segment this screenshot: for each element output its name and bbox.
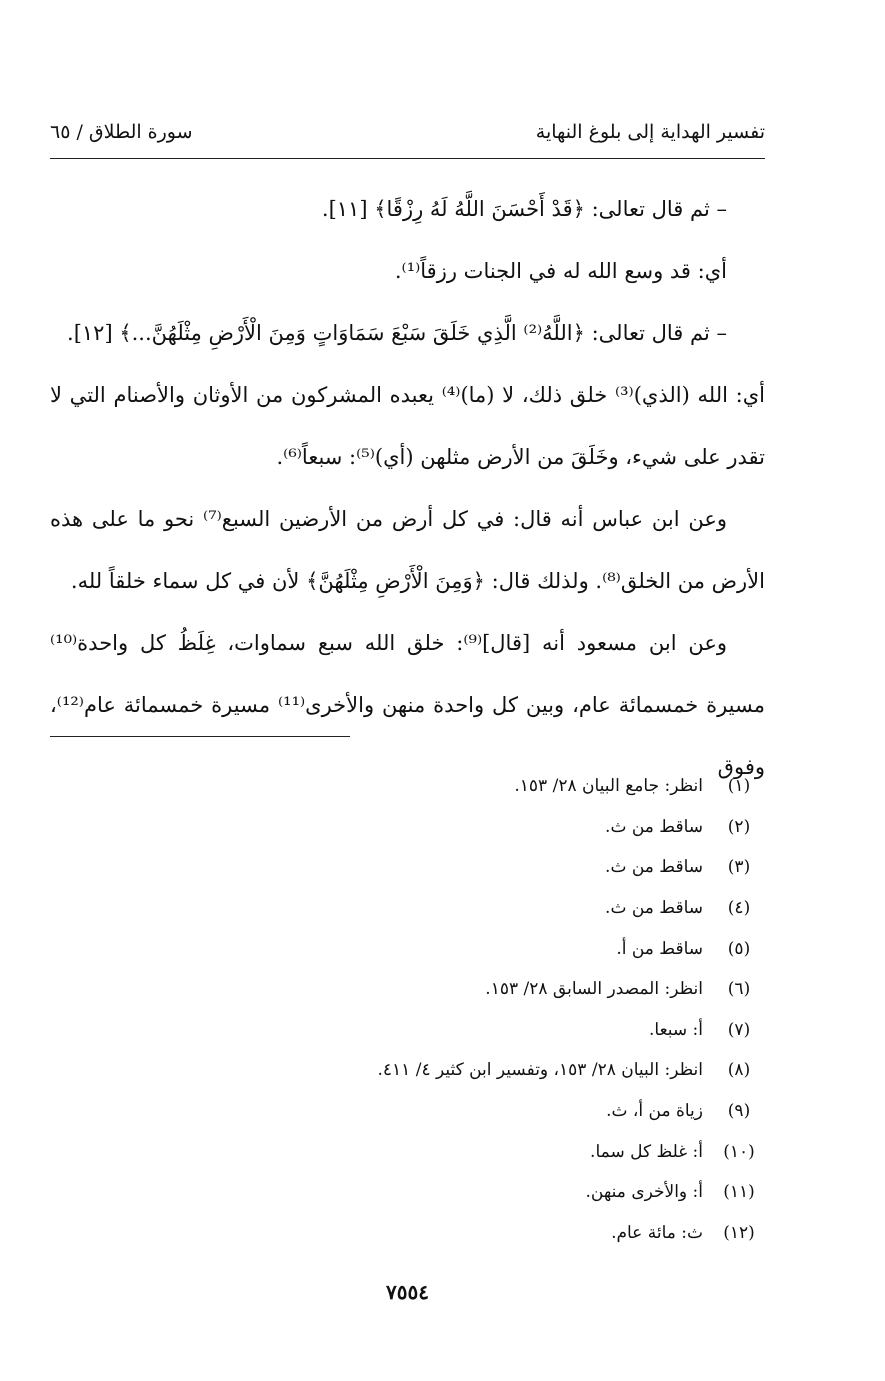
main-text [50,178,765,798]
footnote-number: (١١) [723,1182,755,1203]
footnote-number: (٦) [727,979,751,1000]
footnote-number: (١) [727,776,751,797]
footnote-text: ساقط من ث. [605,898,703,919]
footnote-number: (١٠) [723,1141,755,1162]
document-page [50,0,765,1381]
footnote-number: (٣) [727,857,751,878]
footnote-text: أ: والأخرى منهن. [585,1182,703,1203]
footnote-text: انظر: جامع البيان ٢٨/ ١٥٣. [514,776,703,797]
footnote [50,1172,765,1213]
footnote [50,888,765,929]
footnote-text: انظر: البيان ٢٨/ ١٥٣، وتفسير ابن كثير ٤/ ٤١١. [377,1060,703,1081]
footnote-text: ث: مائة عام. [611,1222,703,1243]
footnote [50,1050,765,1091]
footnote [50,807,765,848]
footnote-number: (٧) [727,1019,751,1040]
page-number: ٧٥٥٤ [386,1280,429,1304]
footnote [50,928,765,969]
footnote [50,1010,765,1051]
footnote [50,969,765,1010]
footnote-text: انظر: المصدر السابق ٢٨/ ١٥٣. [485,979,703,1000]
footnote [50,847,765,888]
footnotes-list [50,766,765,1253]
footnote-text: زياة من أ، ث. [606,1101,703,1122]
footnote [50,1213,765,1254]
header-divider [50,158,765,159]
footnote-text: ساقط من ث. [605,816,703,837]
footnote [50,766,765,807]
paragraph: – ثم قال تعالى: ﴿قَدْ أَحْسَنَ اللَّهُ لَهُ رِزْقًا﴾ [١١]. [321,197,727,221]
paragraph: أي: الله (الذي)⁽³⁾ خلق ذلك، لا (ما)⁽⁴⁾ يعبده المشركون من الأوثان والأصنام التي لا تقدر على شيء، وخَلَقَ من الأرض مثلهن (أي)⁽⁵⁾: سبعاً⁽⁶⁾. [50,383,765,469]
footnote [50,1091,765,1132]
footnote-number: (٩) [727,1101,751,1122]
footnote-number: (٥) [727,938,751,959]
footnote-number: (٨) [727,1060,751,1081]
footnote-text: ساقط من ث. [605,857,703,878]
footnote-text: أ: سبعا. [648,1019,703,1040]
footnote-number: (٢) [727,816,751,837]
footnote-divider [50,736,350,737]
footnote-text: ساقط من أ. [616,938,703,959]
surah-info: سورة الطلاق / ٦٥ [50,121,193,143]
paragraph: وعن ابن عباس أنه قال: في كل أرض من الأرضين السبع⁽⁷⁾ نحو ما على هذه الأرض من الخلق⁽⁸⁾. ولذلك قال: ﴿وَمِنَ الْأَرْضِ مِثْلَهُنَّ﴾ لأن في كل سماء خلقاً لله. [50,507,765,593]
running-header [50,112,765,152]
footnote-text: أ: غلظ كل سما. [590,1141,703,1162]
paragraph: – ثم قال تعالى: ﴿اللَّهُ⁽²⁾ الَّذِي خَلَقَ سَبْعَ سَمَاوَاتٍ وَمِنَ الْأَرْضِ مِثْلَهُنَّ...﴾ [١٢]. [67,321,727,345]
paragraph: وعن ابن مسعود أنه [قال]⁽⁹⁾: خلق الله سبع سماوات، غِلَظُ كل واحدة⁽¹⁰⁾ مسيرة خمسمائة عام، وبين كل واحدة منهن والأخرى⁽¹¹⁾ مسيرة خمسمائة عام⁽¹²⁾، وفوق [50,631,765,779]
footnote-number: (٤) [727,898,751,919]
paragraph: أي: قد وسع الله له في الجنات رزقاً⁽¹⁾. [394,259,727,283]
footnote-number: (١٢) [723,1222,755,1243]
book-title: تفسير الهداية إلى بلوغ النهاية [535,121,765,143]
footnote [50,1131,765,1172]
